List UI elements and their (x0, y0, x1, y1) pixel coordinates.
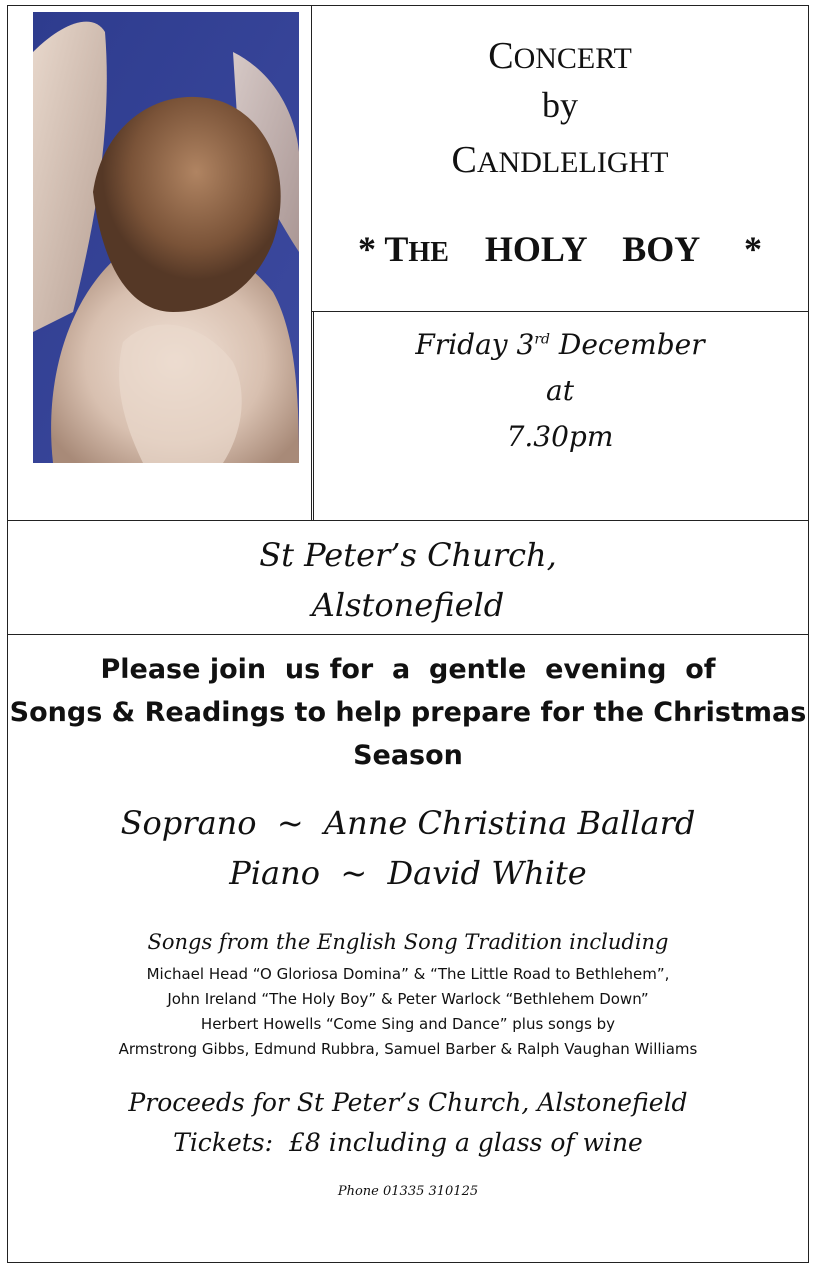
tickets-line: Tickets: £8 including a glass of wine (173, 1128, 643, 1157)
intro-text: Please join us for a gentle evening of Songs & Readings to help prepare for the Christmas Season (9, 654, 807, 771)
subtitle-holy-boy: * THE HOLY BOY * (358, 229, 762, 269)
proceeds-line: Proceeds for St Peter’s Church, Alstonefield (128, 1088, 688, 1117)
title-candlelight: CANDLELIGHT (451, 139, 669, 181)
programme-line: Michael Head “O Gloriosa Domina” & “The Little Road to Bethlehem”, (146, 965, 670, 983)
venue-village: Alstonefield (311, 586, 505, 624)
title-concert: CONCERT (488, 35, 632, 77)
programme-line: Herbert Howells “Come Sing and Dance” plus songs by (200, 1015, 616, 1033)
performer-soprano: Soprano ~ Anne Christina Ballard (120, 804, 696, 842)
date-time: 7.30pm (506, 420, 614, 453)
performer-piano: Piano ~ David White (229, 854, 587, 892)
phone-line: Phone 01335 310125 (337, 1184, 479, 1199)
angel-photo (33, 12, 299, 463)
date-day: Friday 3rd December (415, 328, 705, 361)
title-by: by (542, 85, 578, 125)
venue-church: St Peter’s Church, (259, 536, 557, 574)
programme-list (7, 962, 809, 1062)
programme-line: Armstrong Gibbs, Edmund Rubbra, Samuel Barber & Ralph Vaughan Williams (118, 1040, 698, 1058)
programme-heading: Songs from the English Song Tradition including (147, 930, 669, 954)
date-at: at (546, 374, 574, 407)
programme-line: John Ireland “The Holy Boy” & Peter Warlock “Bethlehem Down” (167, 990, 649, 1008)
